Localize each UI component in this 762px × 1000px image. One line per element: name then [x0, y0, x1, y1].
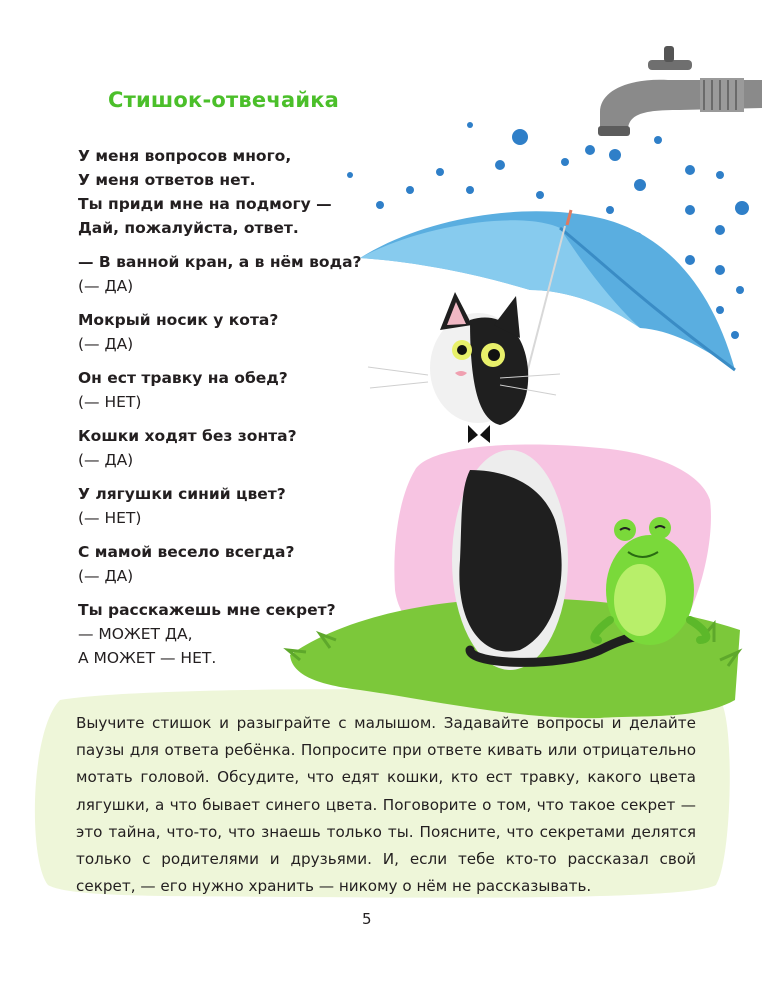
qa-stanza — [78, 250, 378, 298]
question-line: С мамой весело всегда? — [78, 543, 295, 561]
question-line: Кошки ходят без зонта? — [78, 427, 297, 445]
page-title: Стишок-отвечайка — [108, 88, 340, 112]
poem — [78, 144, 378, 680]
question-line: Ты расскажешь мне секрет? — [78, 601, 336, 619]
answer-line: (— НЕТ) — [78, 509, 142, 527]
answer-line: (— НЕТ) — [78, 393, 142, 411]
answer-line: (— ДА) — [78, 567, 134, 585]
poem-line: У меня ответов нет. — [78, 171, 256, 189]
qa-stanza — [78, 540, 378, 588]
qa-stanza — [78, 366, 378, 414]
poem-intro-stanza — [78, 144, 378, 240]
question-line: У лягушки синий цвет? — [78, 485, 286, 503]
question-line: Он ест травку на обед? — [78, 369, 288, 387]
poem-line: Ты приди мне на подмогу — — [78, 195, 332, 213]
umbrella-icon — [360, 210, 735, 400]
page-number: 5 — [362, 910, 372, 928]
qa-stanza — [78, 598, 378, 670]
question-line: — В ванной кран, а в нём вода? — [78, 253, 362, 271]
answer-line: А МОЖЕТ — НЕТ. — [78, 649, 217, 667]
poem-line: У меня вопросов много, — [78, 147, 292, 165]
answer-line: (— ДА) — [78, 451, 134, 469]
answer-line: (— ДА) — [78, 335, 134, 353]
answer-line: (— ДА) — [78, 277, 134, 295]
poem-line: Дай, пожалуйста, ответ. — [78, 219, 299, 237]
qa-stanza — [78, 308, 378, 356]
qa-stanza — [78, 424, 378, 472]
parent-note: Выучите стишок и разыграйте с малышом. Задавайте вопросы и делайте паузы для ответа ребёнка. Попросите при ответе кивать или отрицательно мотать головой. Обсудите, что едят кошки, кто ест травку, какого цвета лягушки, а что бывает синего цвета. Поговорите о том, что такое секрет — это тайна, что-то, что знаешь только ты. Поясните, что секретами делятся только с родителями и друзьями. И, если тебе кто-то рассказал свой секрет, — его нужно хранить — никому о нём не рассказывать. — [76, 714, 696, 896]
qa-stanza — [78, 482, 378, 530]
answer-line: — МОЖЕТ ДА, — [78, 625, 193, 643]
question-line: Мокрый носик у кота? — [78, 311, 279, 329]
water-tap-icon — [598, 46, 762, 136]
